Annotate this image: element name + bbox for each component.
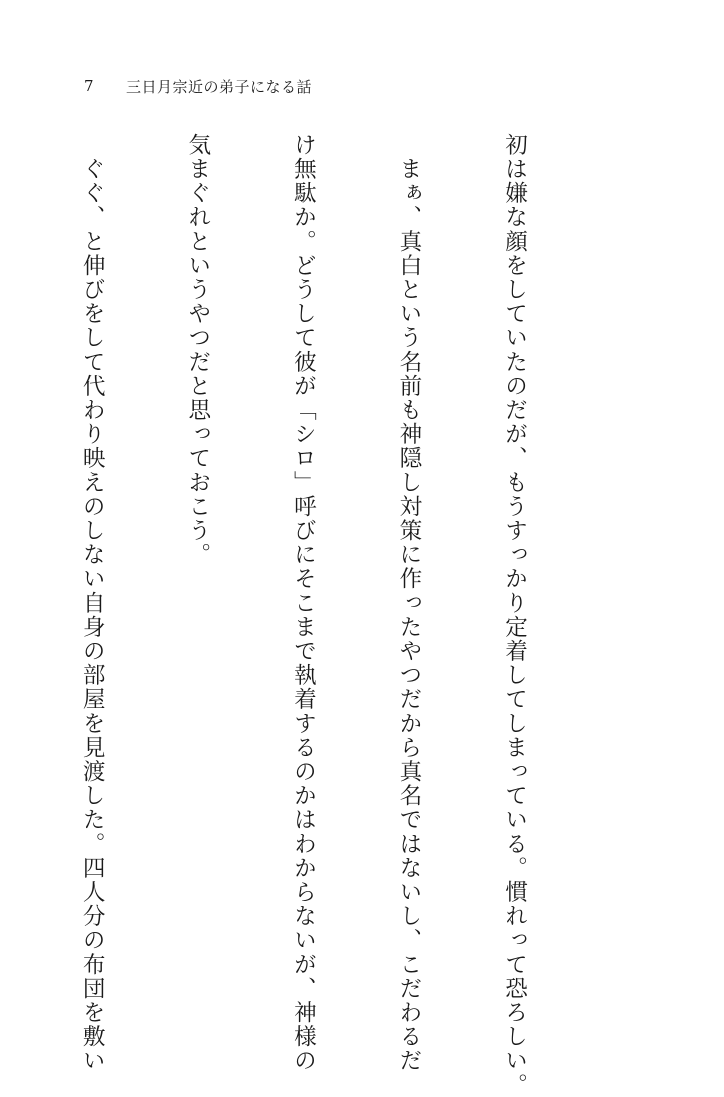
running-title: 三日月宗近の弟子になる話 — [126, 77, 313, 96]
text-column: 初は嫌な顔をしていたのだが、もうすっかり定着してしまっている。慣れって恐ろしい。 — [501, 133, 528, 1097]
vertical-body-text — [79, 133, 602, 1097]
text-column: け無駄か。どうして彼が「シロ」呼びにそこまで執着するのかはわからないが、神様の — [290, 133, 317, 1073]
page-header — [84, 74, 312, 98]
page-number: 7 — [84, 77, 95, 95]
text-column — [0, 133, 4, 953]
text-column: まぁ、真白という名前も神隠し対策に作ったやつだから真名ではないし、こだわるだ — [395, 133, 422, 1073]
text-column: 気まぐれというやつだと思っておこう。 — [184, 133, 211, 567]
text-column: ぐぐ、と伸びをして代わり映えのしない自身の部屋を見渡した。四人分の布団を敷い — [79, 133, 106, 1073]
